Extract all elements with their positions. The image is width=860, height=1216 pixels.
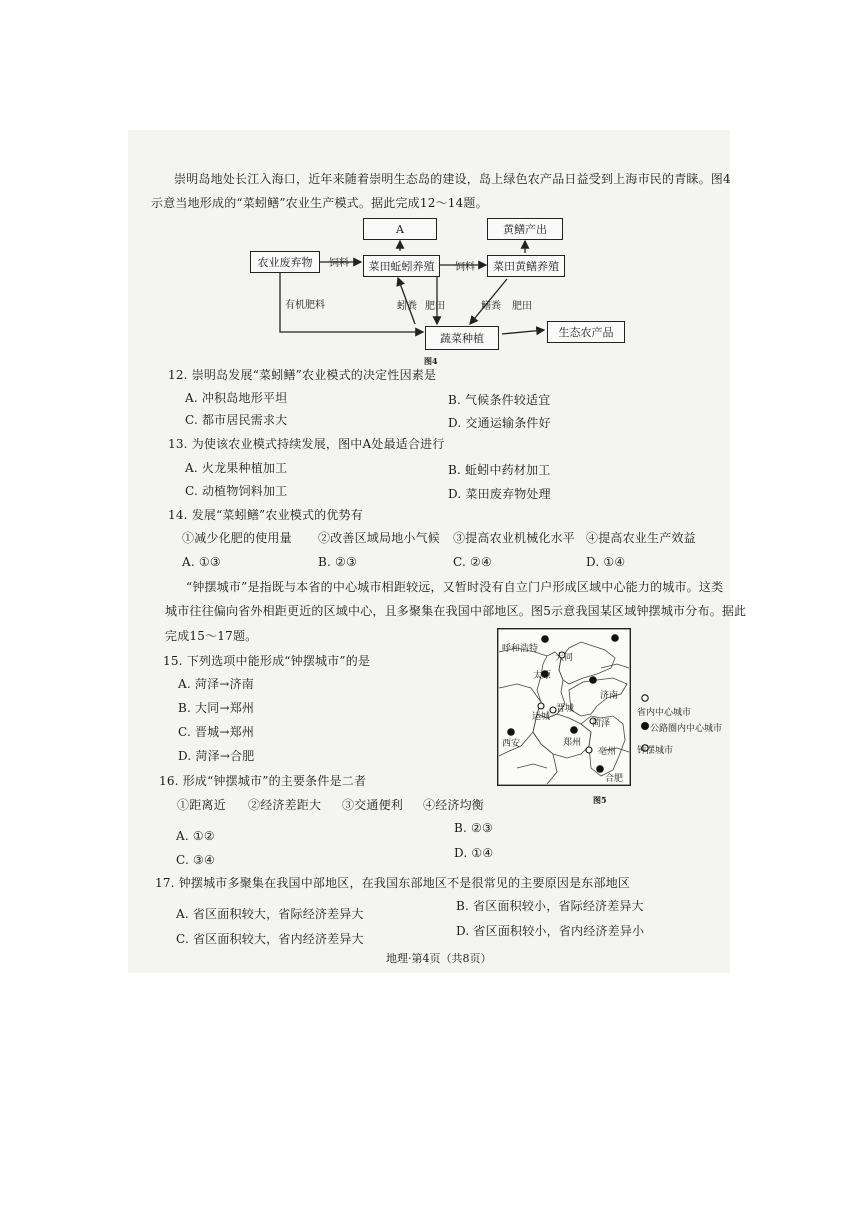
map-label-yuncheng: 运城 (532, 712, 551, 722)
map-label-bozhou: 亳州 (598, 747, 617, 757)
q16-statement-2: ②经济差距大 (248, 798, 322, 812)
map-label-xian: 西安 (502, 739, 521, 749)
map-label-zhengzhou: 郑州 (563, 738, 582, 748)
box-vegetable-planting: 蔬菜种植 (425, 326, 499, 350)
q14-option-a: A. ①③ (182, 555, 221, 569)
map-label-heze: 菏泽 (592, 719, 611, 729)
q15-option-b: B. 大同→郑州 (178, 701, 255, 715)
q13-option-c: C. 动植物饲料加工 (185, 484, 288, 498)
q16-statement-1: ①距离近 (177, 798, 226, 812)
legend-provincial-center: 省内中心城市 (637, 708, 692, 718)
box-eel-output: 黄鳝产出 (487, 218, 563, 240)
q13-stem: 13. 为使该农业模式持续发展，图中A处最适合进行 (168, 437, 445, 451)
q15-stem: 15. 下列选项中能形成“钟摆城市”的是 (163, 654, 371, 668)
q16-statement-4: ④经济均衡 (423, 798, 485, 812)
map-label-jinan: 济南 (600, 691, 619, 701)
box-eco-products: 生态农产品 (547, 321, 625, 343)
intro-1-line-1: 崇明岛地处长江入海口，近年来随着崇明生态岛的建设，岛上绿色农产品日益受到上海市民的青睐。图4 (174, 172, 731, 186)
q14-statement-2: ②改善区域局地小气候 (318, 531, 441, 545)
legend-pendulum-city: 钟摆城市 (637, 746, 674, 756)
box-a: A (363, 218, 437, 240)
q13-option-a: A. 火龙果种植加工 (185, 461, 288, 475)
q12-option-d: D. 交通运输条件好 (448, 416, 551, 430)
q17-option-d: D. 省区面积较小，省内经济差异小 (456, 924, 645, 938)
q14-statement-1: ①减少化肥的使用量 (182, 531, 292, 545)
q16-option-c: C. ③④ (176, 853, 215, 867)
q14-stem: 14. 发展“菜蚓鳝”农业模式的优势有 (168, 508, 363, 522)
legend-highway-ring-center: 公路圈内中心城市 (650, 724, 723, 734)
q17-stem: 17. 钟摆城市多聚集在我国中部地区，在我国东部地区不是很常见的主要原因是东部地区 (155, 876, 631, 890)
label-organic-fertilizer: 有机肥料 (285, 300, 325, 311)
page-footer: 地理·第4页（共8页） (386, 952, 492, 965)
q12-stem: 12. 崇明岛发展“菜蚓鳝”农业模式的决定性因素是 (168, 368, 437, 382)
label-worm-dung: 蚓粪 (397, 301, 417, 312)
figure-4-caption: 图4 (424, 356, 438, 366)
q17-option-a: A. 省区面积较大，省际经济差异大 (176, 907, 364, 921)
q13-option-d: D. 菜田废弃物处理 (448, 487, 551, 501)
q17-option-c: C. 省区面积较大，省内经济差异大 (176, 932, 364, 946)
map-label-jincheng: 晋城 (556, 704, 575, 714)
map-label-hefei: 合肥 (605, 774, 624, 784)
q15-option-d: D. 菏泽→合肥 (178, 749, 255, 763)
q17-option-b: B. 省区面积较小，省际经济差异大 (456, 899, 644, 913)
figure-5-caption: 图5 (593, 795, 607, 805)
q15-option-c: C. 晋城→郑州 (178, 725, 255, 739)
q13-option-b: B. 蚯蚓中药材加工 (448, 463, 551, 477)
q14-option-c: C. ②④ (453, 555, 492, 569)
box-worm-farming: 菜田蚯蚓养殖 (363, 255, 440, 277)
label-feed-1: 饲料 (329, 258, 349, 269)
q12-option-b: B. 气候条件较适宜 (448, 393, 551, 407)
label-fertilize-2: 肥田 (512, 301, 532, 312)
box-eel-farming: 菜田黄鳝养殖 (487, 255, 565, 277)
intro-2-line-3: 完成15～17题。 (165, 629, 258, 643)
map-label-hohhot: 呼和浩特 (502, 644, 539, 654)
q12-option-a: A. 冲积岛地形平坦 (185, 391, 288, 405)
label-feed-2: 饲料 (455, 262, 475, 273)
map-label-datong: 大同 (555, 653, 574, 663)
map-label-taiyuan: 太原 (533, 671, 552, 681)
q16-stem: 16. 形成“钟摆城市”的主要条件是二者 (159, 774, 367, 788)
q16-statement-3: ③交通便利 (342, 798, 404, 812)
q14-statement-3: ③提高农业机械化水平 (453, 531, 576, 545)
label-eel-dung: 鳝粪 (481, 301, 501, 312)
q16-option-d: D. ①④ (454, 846, 494, 860)
intro-1-line-2: 示意当地形成的“菜蚓鳝”农业生产模式。据此完成12～14题。 (151, 196, 488, 210)
intro-2-line-2: 城市往往偏向省外相距更近的区域中心，且多聚集在我国中部地区。图5示意我国某区域钟摆城市分布。据此 (165, 604, 747, 618)
q14-option-d: D. ①④ (586, 555, 626, 569)
label-fertilize-1: 肥田 (425, 301, 445, 312)
box-agri-waste: 农业废弃物 (250, 251, 320, 273)
q16-option-b: B. ②③ (454, 821, 493, 835)
q14-statement-4: ④提高农业生产效益 (586, 531, 696, 545)
q14-option-b: B. ②③ (318, 555, 357, 569)
q16-option-a: A. ①② (176, 829, 215, 843)
intro-2-line-1: “钟摆城市”是指既与本省的中心城市相距较远，又暂时没有自立门户形成区域中心能力的城市。这类 (186, 580, 724, 594)
q12-option-c: C. 都市居民需求大 (185, 413, 288, 427)
q15-option-a: A. 菏泽→济南 (178, 677, 254, 691)
